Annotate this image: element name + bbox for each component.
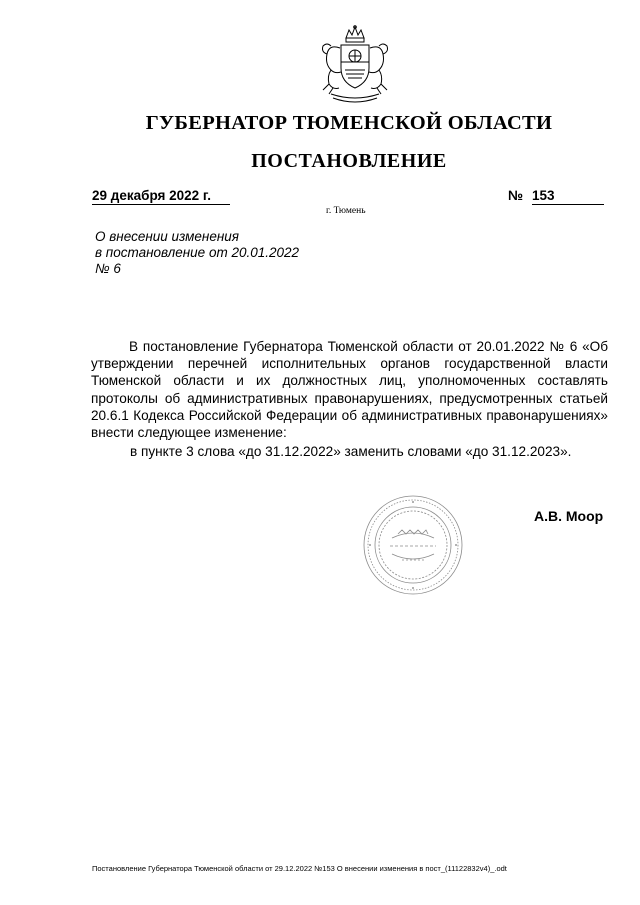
subject-line: в постановление от 20.01.2022 (95, 245, 300, 260)
subject-line: О внесении изменения (95, 229, 240, 244)
issue-city: г. Тюмень (326, 206, 366, 216)
authority-title: ГУБЕРНАТОР ТЮМЕНСКОЙ ОБЛАСТИ (145, 112, 553, 134)
document-number-label: № (508, 188, 524, 203)
electronic-signature-stamp-icon (362, 494, 464, 596)
document-type-title: ПОСТАНОВЛЕНИЕ (251, 150, 447, 172)
document-subject (95, 229, 299, 277)
document-date: 29 декабря 2022 г. (92, 188, 230, 205)
document-number: 153 (532, 188, 604, 205)
amendment-text: в пункте 3 слова «до 31.12.2022» заменить словами «до 31.12.2023». (130, 444, 572, 459)
coat-of-arms-icon (313, 24, 397, 108)
body-paragraph: В постановление Губернатора Тюменской области от 20.01.2022 № 6 «Об утверждении перечней исполнительных органов государственной власти Тюменской области и их должностных лиц, уполномоченных составлять протоколы об административных правонарушениях, предусмотренных статьей 20.6.1 Кодекса Российской Федерации об административных правонарушениях» внести следующее изменение: (91, 339, 608, 441)
signatory-name: А.В. Моор (534, 508, 604, 524)
footer-filename: Постановление Губернатора Тюменской области от 29.12.2022 №153 О внесении изменения в пост_(11122832v4)_.odt (92, 864, 507, 873)
subject-line: № 6 (95, 261, 121, 276)
